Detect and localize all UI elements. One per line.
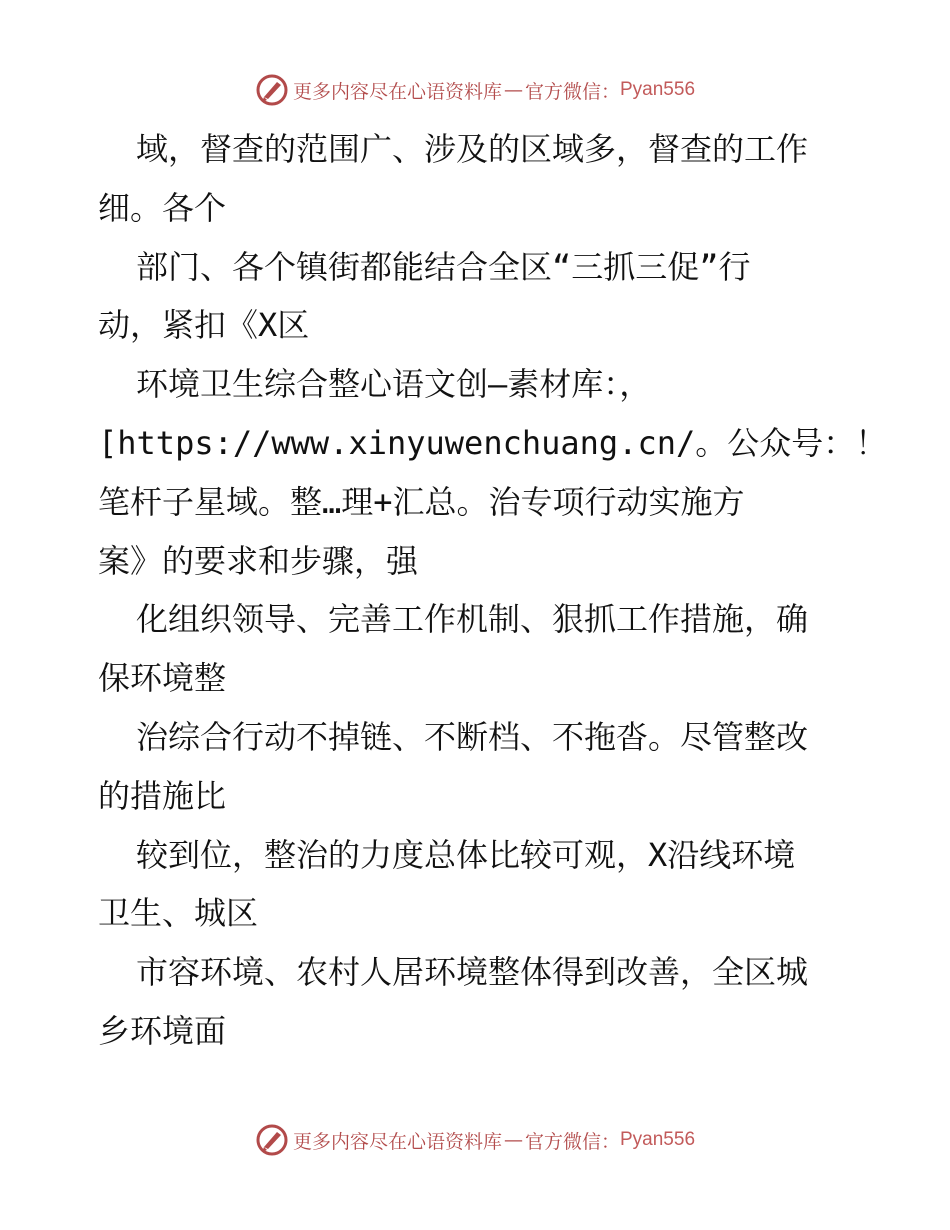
banner-label: 官方微信： [524, 1130, 620, 1153]
text-line: 化组织领导、完善工作机制、狠抓工作措施，确 [136, 600, 809, 639]
banner-account: Pyan556 [620, 1129, 696, 1150]
header-watermark [0, 70, 950, 110]
banner-account: Pyan556 [620, 79, 696, 100]
banner-label: 官方微信： [524, 80, 620, 103]
body-text [98, 120, 888, 1061]
text-line: [https://www.xinyuwenchuang.cn/。公众号：！ [98, 423, 888, 462]
quill-pen-icon [255, 1123, 289, 1157]
text-line: 环境卫生综合整心语文创—素材库：， [136, 365, 652, 404]
text-line: 笔杆子星域。整…理+汇总。治专项行动实施方 [98, 482, 745, 521]
text-line: 治综合行动不掉链、不断档、不拖沓。尽管整改 [136, 717, 809, 756]
text-line: 域，督查的范围广、涉及的区域多，督查的工作 [136, 130, 809, 168]
quill-pen-icon [255, 73, 289, 107]
text-line: 市容环境、农村人居环境整体得到改善，全区城 [136, 953, 809, 992]
text-line: 乡环境面 [98, 1011, 227, 1050]
banner-dash: — [503, 79, 523, 101]
banner-dash: — [503, 1129, 523, 1151]
banner-main-text: 更多内容尽在心语资料库 [292, 80, 502, 103]
text-line: 保环境整 [98, 659, 227, 698]
text-line: 的措施比 [98, 776, 227, 815]
text-line: 卫生、城区 [98, 894, 259, 933]
banner-main-text: 更多内容尽在心语资料库 [292, 1130, 502, 1153]
text-line: 案》的要求和步骤，强 [98, 541, 419, 580]
footer-watermark [0, 1120, 950, 1160]
text-line: 动，紧扣《X区 [98, 306, 310, 345]
text-line: 部门、各个镇街都能结合全区“三抓三促”行 [136, 247, 751, 286]
text-line: 细。各个 [98, 188, 227, 227]
text-line: 较到位，整治的力度总体比较可观，X沿线环境 [136, 835, 796, 874]
